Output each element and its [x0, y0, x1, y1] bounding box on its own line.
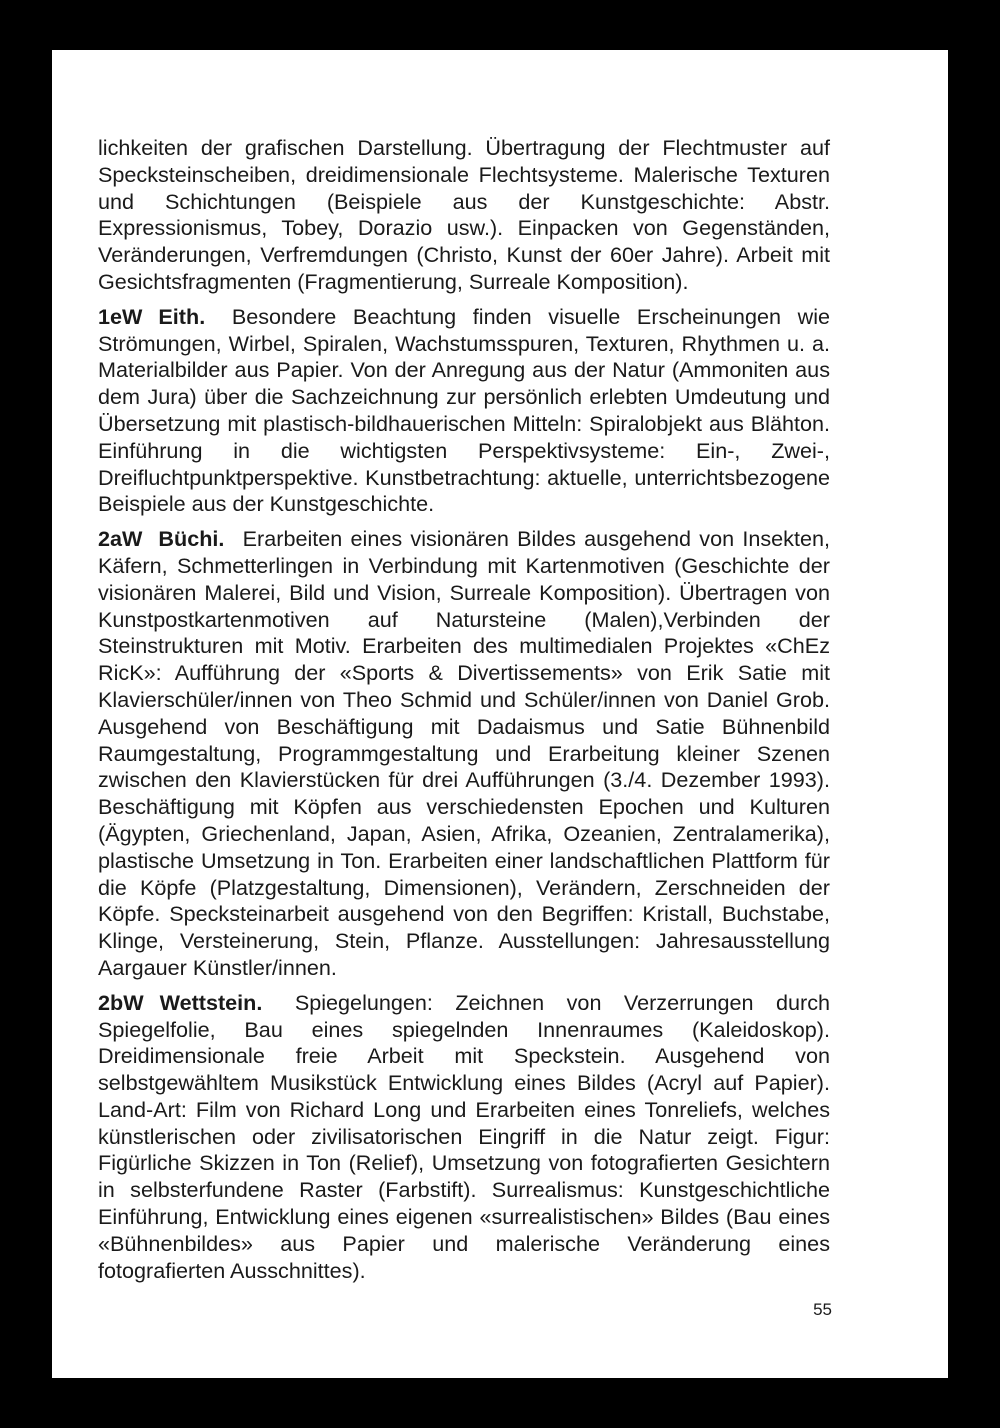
- paragraph-2aw: [98, 526, 830, 982]
- paragraph-text: lichkeiten der grafischen Darstellung. Übertragung der Flechtmuster auf Specksteinscheiben, dreidimensionale Flechtsysteme. Malerische Texturen und Schichtungen (Beispiele aus der Kunstgeschichte: Abstr. Expressionismus, Tobey, Dorazio usw.). Einpacken von Gegenständen, Veränderungen, Verfremdungen (Christo, Kunst der 60er Jahre). Arbeit mit Gesichtsfragmenten (Fragmentierung, Surreale Komposition).: [98, 135, 830, 294]
- document-page: [52, 50, 948, 1378]
- class-label: 1eW: [98, 303, 143, 329]
- paragraph-text: Erarbeiten eines visionären Bildes ausgehend von Insekten, Käfern, Schmetterlingen in Verbindung mit Kartenmotiven (Geschichte der visionären Malerei, Bild und Vision, Surreale Komposition). Übertragen von Kunstpostkartenmotiven auf Natursteine (Malen),Verbinden der Steinstrukturen mit Motiv. Erarbeiten des multimedialen Projektes «ChEz RicK»: Aufführung der «Sports & Divertissements» von Erik Satie mit Klavierschüler/innen von Theo Schmid und Schüler/innen von Daniel Grob. Ausgehend von Beschäftigung mit Dadaismus und Satie Bühnenbild Raumgestaltung, Programmgestaltung und Erarbeitung kleiner Szenen zwischen den Klavierstücken für drei Aufführungen (3./4. Dezember 1993). Beschäftigung mit Köpfen aus verschiedensten Epochen und Kulturen (Ägypten, Griechenland, Japan, Asien, Afrika, Ozeanien, Zentralamerika), plastische Umsetzung in Ton. Erarbeiten einer landschaftlichen Plattform für die Köpfe (Platzgestaltung, Dimensionen), Verändern, Zerschneiden der Köpfe. Specksteinarbeit ausgehend von den Begriffen: Kristall, Buchstabe, Klinge, Versteinerung, Stein, Pflanze. Ausstellungen: Jahresausstellung Aargauer Künstler/innen.: [98, 526, 831, 980]
- class-label: 2aW: [98, 526, 143, 552]
- paragraph-2bw: [98, 990, 830, 1285]
- paragraph-1ew: [98, 304, 830, 518]
- teacher-name: Eith.: [158, 303, 206, 329]
- paragraph-text: Spiegelungen: Zeichnen von Verzerrungen durch Spiegelfolie, Bau eines spiegelnden Innenraumes (Kaleidoskop). Dreidimensionale freie Arbeit mit Speckstein. Ausgehend von selbstgewähltem Musikstück Entwicklung eines Bildes (Acryl auf Papier). Land-Art: Film von Richard Long und Erarbeiten eines Tonreliefs, welches künstlerischen oder zivilisatorischen Eingriff in die Natur zeigt. Figur: Figürliche Skizzen in Ton (Relief), Umsetzung von fotografierten Gesichtern in selbsterfundene Raster (Farbstift). Surrealismus: Kunstgeschichtliche Einführung, Entwicklung eines eigenen «surrealistischen» Bildes (Bau eines «Bühnenbildes» aus Papier und malerische Veränderung eines fotografierten Ausschnittes).: [98, 989, 831, 1283]
- page-number: 55: [813, 1300, 832, 1319]
- class-label: 2bW: [98, 989, 144, 1015]
- paragraph-continuation: [98, 135, 830, 296]
- teacher-name: Wettstein.: [159, 989, 263, 1015]
- page-body: [98, 135, 830, 1292]
- teacher-name: Büchi.: [158, 526, 225, 552]
- paragraph-text: Besondere Beachtung finden visuelle Erscheinungen wie Strömungen, Wirbel, Spiralen, Wachstumsspuren, Texturen, Rhythmen u. a. Materialbilder aus Papier. Von der Anregung aus der Natur (Ammoniten aus dem Jura) über die Sachzeichnung zur persönlich erlebten Umdeutung und Übersetzung mit plastisch-bildhauerischen Mitteln: Spiralobjekt aus Blähton. Einführung in die wichtigsten Perspektivsysteme: Ein-, Zwei-, Dreifluchtpunktperspektive. Kunstbetrachtung: aktuelle, unterrichtsbezogene Beispiele aus der Kunstgeschichte.: [98, 303, 831, 517]
